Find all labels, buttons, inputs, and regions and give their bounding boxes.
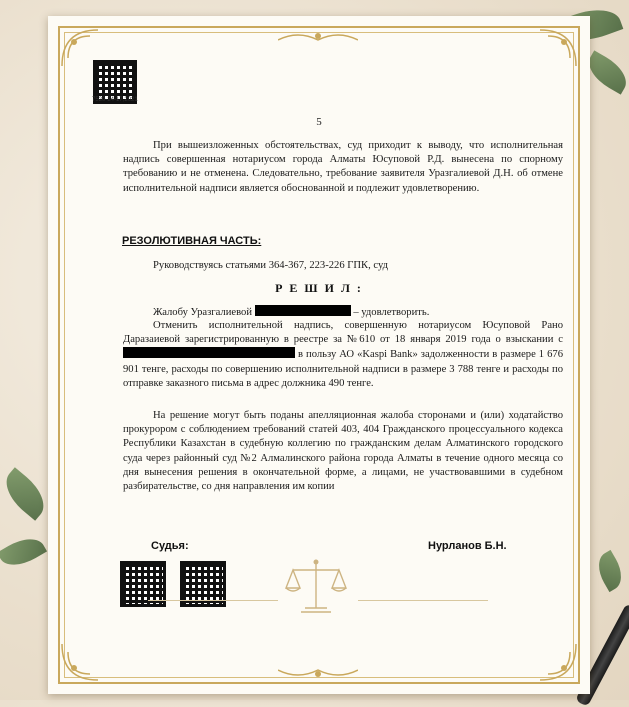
appeal-paragraph: На решение могут быть поданы апелляционная жалоба сторонами и (или) ходатайство прокурором с соблюдением требований статей 403, 404 Гражданского процессуального кодекса Республики Казахстан в судебную коллегию по гражданским делам Алматинского городского суда через районный суд №2 Алмалинского района города Алматы в течение одного месяца со дня вынесения решения в окончательной форме, а лицами, не участвовавшими в судебном разбирательстве, со дня направления им копии bbox=[123, 410, 563, 493]
top-ornament-icon bbox=[278, 30, 358, 46]
decorative-line bbox=[358, 600, 488, 601]
page-number: 5 bbox=[316, 116, 322, 128]
decision-paragraph-1 bbox=[123, 305, 563, 320]
judge-label: Судья: bbox=[151, 540, 189, 552]
decision-2-text-b: в пользу АО «Kaspi Bank» задолженности в размере 1 676 901 тенге, расходы по совершению исполнительной надписи в размере 3 788 тенге и расходы по отправке заказного письма в адрес должника 490 тенге. bbox=[123, 349, 563, 389]
decorative-leaf bbox=[0, 467, 53, 521]
document-page bbox=[48, 16, 590, 694]
section-heading: РЕЗОЛЮТИВНАЯ ЧАСТЬ: bbox=[122, 235, 262, 247]
decision-title: Р Е Ш И Л : bbox=[275, 281, 363, 295]
decision-paragraph-2 bbox=[123, 319, 563, 391]
decision-1-suffix: – удовлетворить. bbox=[353, 307, 430, 318]
bottom-ornament-icon bbox=[278, 664, 358, 680]
corner-ornament-icon bbox=[60, 642, 100, 682]
judge-name: Нурланов Б.Н. bbox=[428, 540, 507, 552]
corner-ornament-icon bbox=[538, 642, 578, 682]
scales-of-justice-icon bbox=[283, 556, 349, 616]
corner-ornament-icon bbox=[538, 28, 578, 68]
paragraph-conclusion: При вышеизложенных обстоятельствах, суд приходит к выводу, что исполнительная надпись совершенная нотариусом города Алматы Юсуповой Р.Д. вынесена по спорному требованию и не отменена. Следовательно, требование заявителя Уразгалиевой Д.Н. об отмене исполнительной надписи является обоснованной и подлежит удовлетворению. bbox=[123, 140, 563, 194]
qr-code-label: 7520-24-17,2021 bbox=[92, 97, 138, 103]
legal-basis: Руководствуясь статьями 364-367, 223-226 ГПК, суд bbox=[153, 260, 388, 271]
decision-1-text: Жалобу Уразгалиевой bbox=[153, 307, 252, 318]
decision-2-text-a: Отменить исполнительной надпись, совершенную нотариусом Юсуповой Рано Даразаиевой зарегистрированную в реестре за №610 от 18 января 2019 года о взыскании с bbox=[123, 320, 563, 346]
decorative-line bbox=[148, 600, 278, 601]
redaction-bar bbox=[255, 305, 351, 316]
decorative-leaf bbox=[591, 550, 628, 592]
redaction-bar bbox=[123, 347, 295, 358]
decorative-leaf bbox=[0, 531, 47, 574]
